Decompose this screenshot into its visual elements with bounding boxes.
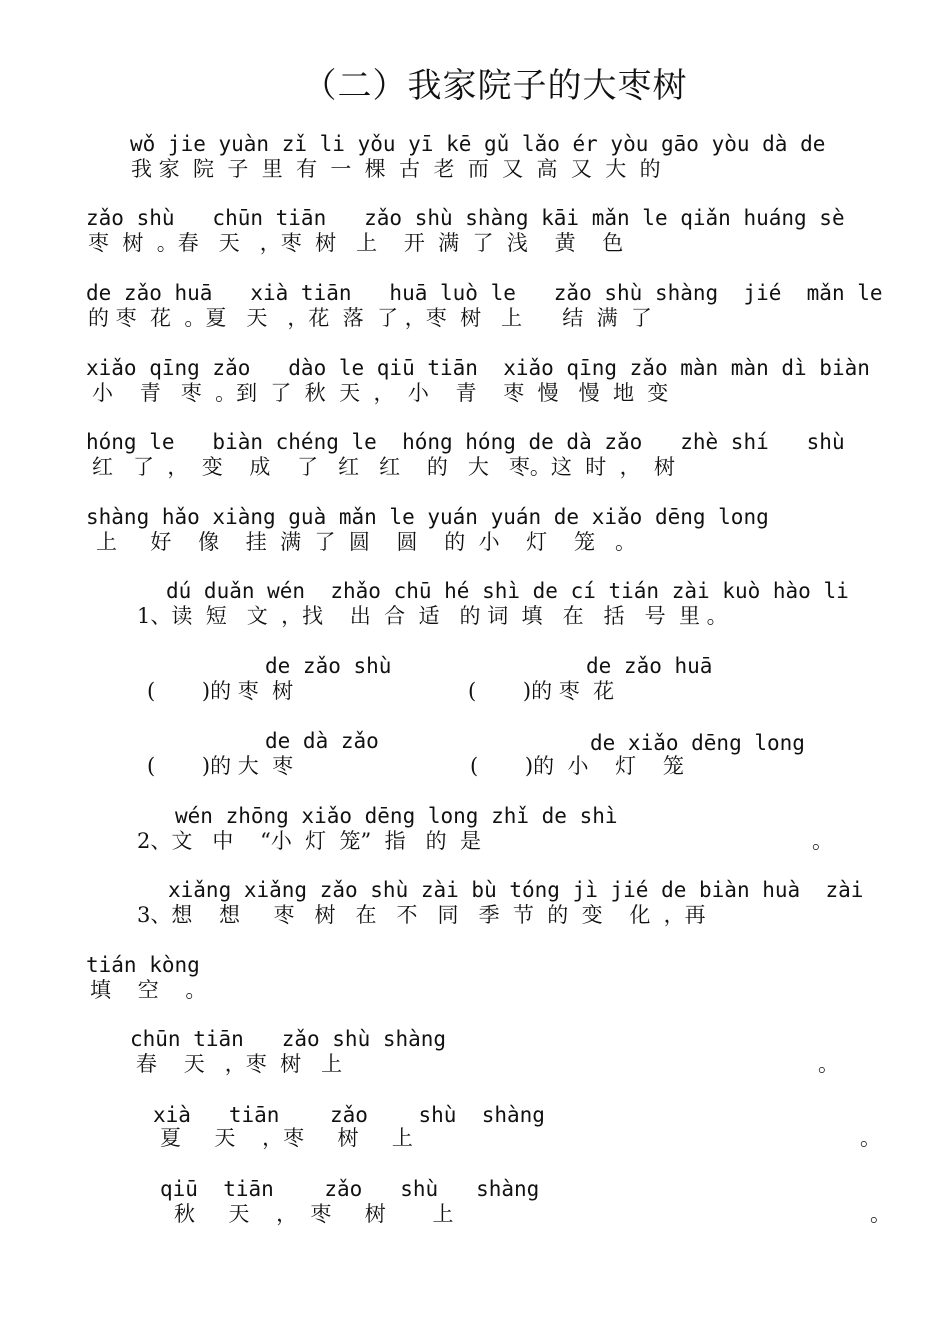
- story-hanzi-2: 枣 树 。春 天 ，枣 树 上 开 满 了 浅 黄 色: [88, 231, 624, 255]
- q2-prompt: 2、文 中 “小 灯 笼” 指 的 是: [137, 829, 481, 853]
- season-pinyin-autumn: qiū tiān zǎo shù shàng: [160, 1177, 540, 1201]
- q1-item-pinyin: de zǎo huā: [586, 654, 713, 678]
- q3-pinyin-2: tián kòng: [86, 953, 200, 977]
- season-prompt-spring: 春 天 ，枣 树 上: [136, 1052, 343, 1076]
- q1-pinyin: dú duǎn wén zhǎo chū hé shì de cí tián zài kuò hào li: [166, 579, 849, 603]
- story-hanzi-5: 红 了 ， 变 成 了 红 红 的 大 枣。这 时 ， 树: [92, 455, 675, 479]
- story-hanzi-4: 小 青 枣 。到 了 秋 天 ， 小 青 枣 慢 慢 地 变: [92, 381, 669, 405]
- q3-pinyin: xiǎng xiǎng zǎo shù zài bù tóng jì jié de biàn huà zài: [168, 878, 864, 902]
- season-answer-end-spring[interactable]: 。: [818, 1052, 839, 1076]
- story-hanzi-1: 我 家 院 子 里 有 一 棵 古 老 而 又 高 又 大 的: [131, 157, 661, 181]
- q1-item-blank[interactable]: ( )的 枣 树: [147, 679, 294, 703]
- page-title: （二）我家院子的大枣树: [302, 66, 688, 106]
- season-prompt-summer: 夏 天 ，枣 树 上: [160, 1126, 413, 1150]
- season-pinyin-spring: chūn tiān zǎo shù shàng: [130, 1027, 447, 1051]
- story-pinyin-1: wǒ jie yuàn zǐ li yǒu yī kē gǔ lǎo ér yòu gāo yòu dà de: [130, 132, 826, 156]
- q1-item-blank[interactable]: ( )的 大 枣: [147, 754, 294, 778]
- season-answer-end-summer[interactable]: 。: [860, 1126, 881, 1150]
- story-hanzi-3: 的 枣 花 。夏 天 ，花 落 了 ，枣 树 上 结 满 了: [88, 306, 652, 330]
- season-prompt-autumn: 秋 天 ， 枣 树 上: [174, 1202, 454, 1226]
- story-pinyin-3: de zǎo huā xià tiān huā luò le zǎo shù shàng jié mǎn le: [86, 281, 883, 305]
- story-pinyin-6: shàng hǎo xiàng guà mǎn le yuán yuán de xiǎo dēng long: [86, 505, 769, 529]
- q1-item-blank[interactable]: ( )的 小 灯 笼: [470, 754, 684, 778]
- story-pinyin-2: zǎo shù chūn tiān zǎo shù shàng kāi mǎn le qiǎn huáng sè: [86, 206, 845, 230]
- q1-item-pinyin: de dà zǎo: [265, 729, 379, 753]
- q3-prompt-2: 填 空 。: [90, 978, 207, 1002]
- story-pinyin-5: hóng le biàn chéng le hóng hóng de dà zǎo zhè shí shù: [86, 430, 845, 454]
- q2-answer-end[interactable]: 。: [812, 829, 833, 853]
- story-pinyin-4: xiǎo qīng zǎo dào le qiū tiān xiǎo qīng zǎo màn màn dì biàn: [86, 356, 870, 380]
- q2-pinyin: wén zhōng xiǎo dēng long zhǐ de shì: [175, 804, 618, 828]
- story-hanzi-6: 上 好 像 挂 满 了 圆 圆 的 小 灯 笼 。: [96, 530, 637, 554]
- season-answer-end-autumn[interactable]: 。: [870, 1202, 891, 1226]
- season-pinyin-summer: xià tiān zǎo shù shàng: [153, 1103, 545, 1127]
- q1-item-blank[interactable]: ( )的 枣 花: [468, 679, 615, 703]
- q1-prompt: 1、读 短 文 ，找 出 合 适 的 词 填 在 括 号 里 。: [137, 604, 728, 628]
- q1-item-pinyin: de xiǎo dēng long: [590, 731, 805, 755]
- q1-item-pinyin: de zǎo shù: [265, 654, 392, 678]
- q3-prompt: 3、想 想 枣 树 在 不 同 季 节 的 变 化 ，再: [137, 903, 706, 927]
